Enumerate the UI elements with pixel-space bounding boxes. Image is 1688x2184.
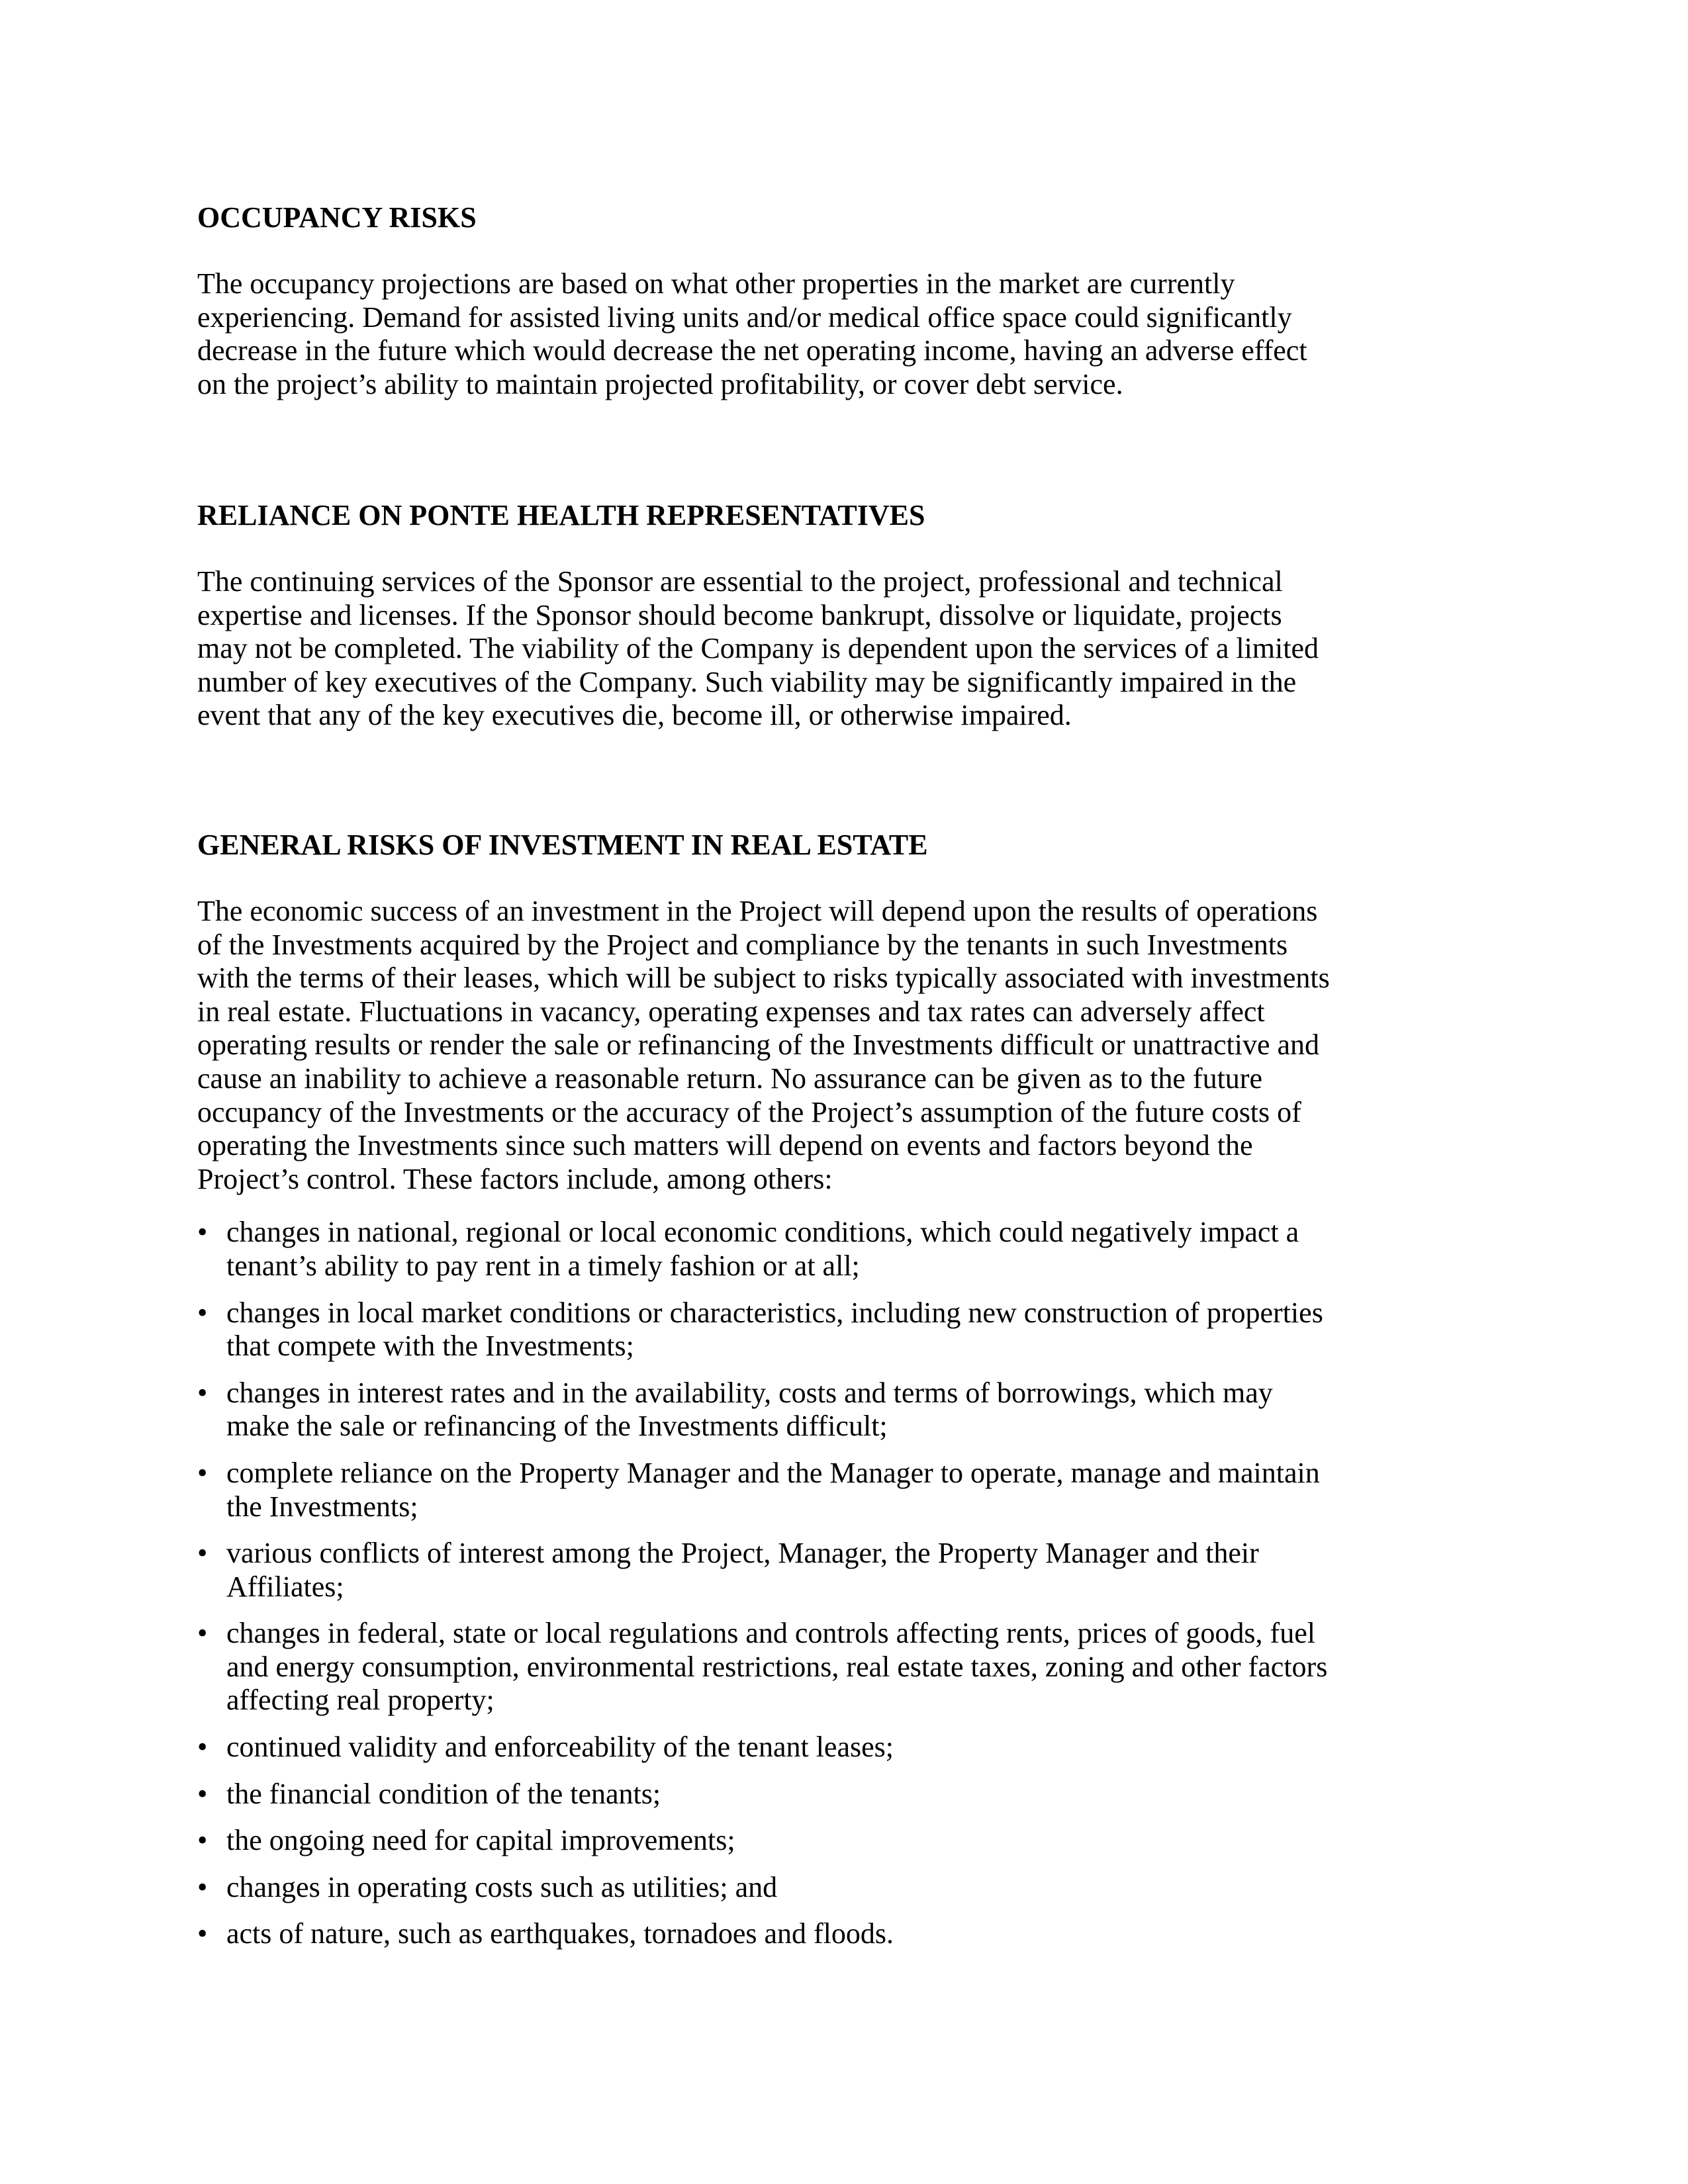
paragraph-line: number of key executives of the Company. Such viability may be significantly impaired in the (197, 665, 1297, 698)
section-heading: GENERAL RISKS OF INVESTMENT IN REAL ESTATE (197, 829, 928, 861)
bullet-item (197, 1917, 1495, 1951)
bullet-line: affecting real property; (226, 1684, 494, 1717)
bullet-item (197, 1871, 1495, 1905)
paragraph-line: occupancy of the Investments or the accuracy of the Project’s assumption of the future costs of (197, 1095, 1301, 1128)
paragraph-line: operating the Investments since such matters will depend on events and factors beyond the (197, 1129, 1253, 1162)
paragraph-line: The occupancy projections are based on what other properties in the market are currently (197, 267, 1235, 300)
paragraph-line: may not be completed. The viability of the Company is dependent upon the services of a limited (197, 632, 1319, 665)
paragraph-line: expertise and licenses. If the Sponsor should become bankrupt, dissolve or liquidate, projects (197, 598, 1282, 631)
bullet-line: continued validity and enforceability of the tenant leases; (226, 1731, 894, 1764)
bullet-line: tenant’s ability to pay rent in a timely fashion or at all; (226, 1249, 860, 1282)
bullet-line: changes in local market conditions or characteristics, including new construction of properties (226, 1296, 1323, 1329)
bullet-icon: • (197, 1537, 208, 1570)
bullet-item (197, 1457, 1495, 1524)
paragraph-line: decrease in the future which would decrease the net operating income, having an adverse effect (197, 334, 1307, 367)
paragraph-line: event that any of the key executives die, become ill, or otherwise impaired. (197, 699, 1072, 732)
bullet-icon: • (197, 1917, 208, 1950)
bullet-line: acts of nature, such as earthquakes, tornadoes and floods. (226, 1917, 894, 1950)
paragraph-line: The economic success of an investment in the Project will depend upon the results of operations (197, 895, 1318, 927)
bullet-line: changes in federal, state or local regulations and controls affecting rents, prices of goods, fuel (226, 1617, 1315, 1650)
bullet-icon: • (197, 1216, 208, 1249)
bullet-icon: • (197, 1456, 208, 1489)
bullet-icon: • (197, 1824, 208, 1857)
paragraph-line: The continuing services of the Sponsor are essential to the project, professional and technical (197, 565, 1283, 598)
paragraph-line: experiencing. Demand for assisted living units and/or medical office space could significantly (197, 300, 1292, 334)
bullet-line: make the sale or refinancing of the Investments difficult; (226, 1410, 888, 1443)
paragraph-line: on the project’s ability to maintain projected profitability, or cover debt service. (197, 367, 1123, 400)
bullet-item (197, 1824, 1495, 1858)
bullet-line: various conflicts of interest among the Project, Manager, the Property Manager and their (226, 1537, 1259, 1570)
bullet-line: that compete with the Investments; (226, 1330, 634, 1363)
bullet-item (197, 1297, 1495, 1363)
section-heading: OCCUPANCY RISKS (197, 201, 477, 234)
bullet-line: changes in national, regional or local economic conditions, which could negatively impact a (226, 1216, 1299, 1249)
bullet-line: Affiliates; (226, 1570, 344, 1603)
section-general-risks-real-estate (197, 829, 1495, 1964)
paragraph (197, 565, 1495, 733)
bullet-icon: • (197, 1617, 208, 1650)
section-heading: RELIANCE ON PONTE HEALTH REPRESENTATIVES (197, 499, 925, 531)
bullet-item (197, 1377, 1495, 1443)
bullet-icon: • (197, 1777, 208, 1810)
bullet-line: the financial condition of the tenants; (226, 1777, 661, 1810)
paragraph-line: in real estate. Fluctuations in vacancy, operating expenses and tax rates can adversely affect (197, 995, 1265, 1028)
bullet-icon: • (197, 1376, 208, 1409)
bullet-item (197, 1731, 1495, 1764)
paragraph-line: with the terms of their leases, which will be subject to risks typically associated with investments (197, 962, 1330, 995)
bullet-list (197, 1216, 1495, 1951)
paragraph-line: of the Investments acquired by the Project and compliance by the tenants in such Investments (197, 928, 1288, 961)
bullet-icon: • (197, 1296, 208, 1329)
bullet-icon: • (197, 1731, 208, 1764)
bullet-line: the ongoing need for capital improvements; (226, 1824, 735, 1857)
bullet-icon: • (197, 1870, 208, 1903)
bullet-line: changes in interest rates and in the availability, costs and terms of borrowings, which may (226, 1376, 1273, 1409)
bullet-line: and energy consumption, environmental restrictions, real estate taxes, zoning and other factors (226, 1650, 1328, 1683)
bullet-item (197, 1617, 1495, 1717)
section-occupancy-risks (197, 201, 1495, 401)
paragraph-line: Project’s control. These factors include, among others: (197, 1162, 833, 1195)
bullet-line: the Investments; (226, 1490, 418, 1523)
paragraph (197, 895, 1495, 1196)
bullet-line: complete reliance on the Property Manager and the Manager to operate, manage and maintain (226, 1456, 1320, 1489)
paragraph (197, 267, 1495, 401)
bullet-line: changes in operating costs such as utilities; and (226, 1870, 778, 1903)
bullet-item (197, 1778, 1495, 1811)
paragraph-line: operating results or render the sale or refinancing of the Investments difficult or unattractive and (197, 1028, 1320, 1062)
paragraph-line: cause an inability to achieve a reasonable return. No assurance can be given as to the future (197, 1062, 1262, 1095)
section-reliance-on-ponte-health (197, 499, 1495, 733)
bullet-item (197, 1537, 1495, 1604)
bullet-item (197, 1216, 1495, 1283)
